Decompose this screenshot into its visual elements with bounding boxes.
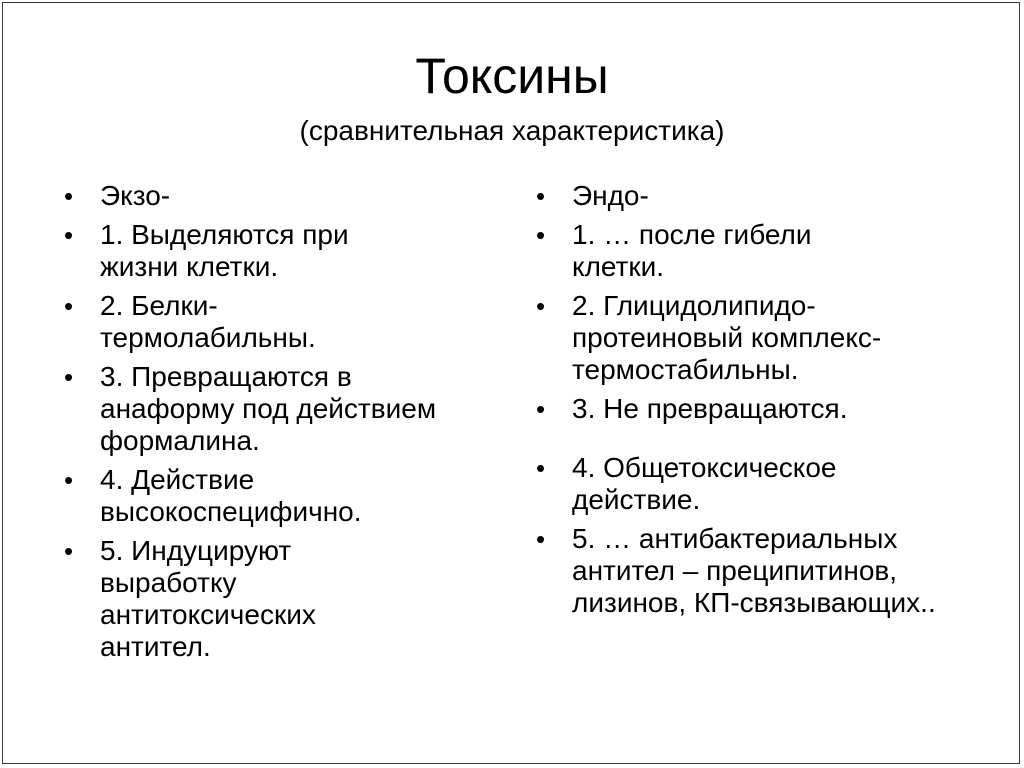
bullet-icon: • — [536, 181, 546, 211]
bullet-icon: • — [536, 220, 546, 250]
list-item-text: 1. … после гибели клетки. — [572, 219, 812, 282]
bullet-icon: • — [64, 536, 74, 566]
list-item — [532, 452, 972, 516]
list-item-text: Эндо- — [572, 180, 649, 211]
list-item — [532, 393, 972, 425]
list-item — [532, 290, 972, 386]
list-item-text: 2. Белки- термолабильны. — [100, 290, 316, 353]
exotoxin-list — [60, 180, 500, 670]
bullet-icon: • — [536, 291, 546, 321]
list-item — [60, 535, 500, 663]
list-item — [532, 523, 972, 619]
list-item — [60, 180, 500, 212]
bullet-icon: • — [536, 453, 546, 483]
list-item — [532, 219, 972, 283]
list-item-text: 1. Выделяются при жизни клетки. — [100, 219, 349, 282]
bullet-icon: • — [64, 181, 74, 211]
list-item-text: 4. Общетоксическое действие. — [572, 452, 837, 515]
list-item — [60, 290, 500, 354]
list-item-text: 3. Не превращаются. — [572, 393, 848, 424]
bullet-icon: • — [536, 524, 546, 554]
list-item-text: 5. Индуцируют выработку антитоксических антител. — [100, 535, 316, 662]
list-item-text: 5. … антибактериальных антител – преципитинов, лизинов, КП-связывающих.. — [572, 523, 936, 618]
slide-subtitle: (сравнительная характеристика) — [299, 115, 725, 146]
bullet-icon: • — [64, 291, 74, 321]
list-item-text: 2. Глицидолипидо- протеиновый комплекс- термостабильны. — [572, 290, 882, 385]
list-item-text: 3. Превращаются в анаформу под действием формалина. — [100, 361, 437, 456]
bullet-icon: • — [64, 465, 74, 495]
bullet-icon: • — [536, 394, 546, 424]
list-item — [532, 180, 972, 212]
list-item-text: Экзо- — [100, 180, 171, 211]
bullet-icon: • — [64, 362, 74, 392]
bullet-icon: • — [64, 220, 74, 250]
list-item — [60, 464, 500, 528]
endotoxin-list — [532, 180, 972, 626]
list-item-text: 4. Действие высокоспецифично. — [100, 464, 362, 527]
list-item — [60, 361, 500, 457]
list-item — [60, 219, 500, 283]
slide-title: Токсины — [415, 48, 609, 104]
